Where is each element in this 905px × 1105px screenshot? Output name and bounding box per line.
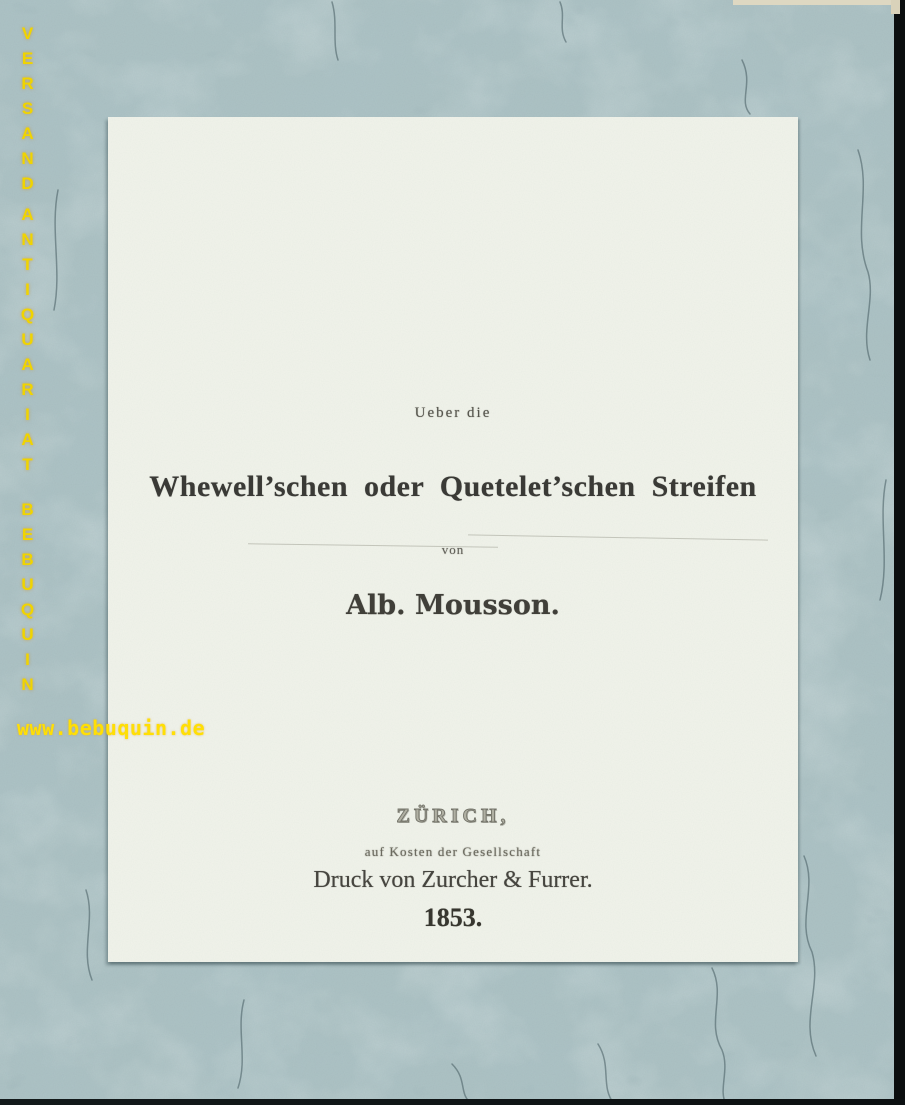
place-line: ZÜRICH, bbox=[396, 805, 510, 827]
publication-year: 1853. bbox=[423, 903, 483, 932]
photo-edge-right bbox=[894, 0, 905, 1105]
funding-line: auf Kosten der Gesellschaft bbox=[364, 844, 542, 859]
author-name: Alb. Mousson. bbox=[346, 590, 560, 621]
byline: von bbox=[441, 542, 465, 557]
watermark-url: www.bebuquin.de bbox=[17, 716, 206, 740]
branding-word-bebuquin: BEBUQUIN bbox=[18, 500, 37, 700]
title-page bbox=[108, 117, 798, 962]
paper-grain-overlay bbox=[108, 117, 798, 962]
book-title: Whewell’schen oder Quetelet’schen Streifen bbox=[149, 470, 757, 503]
photo-edge-bottom bbox=[0, 1099, 905, 1105]
photo-edge-right-notch bbox=[891, 0, 900, 14]
series-line: Ueber die bbox=[414, 405, 492, 421]
branding-word-antiquariat: ANTIQUARIAT bbox=[18, 205, 37, 480]
printer-line: Druck von Zurcher & Furrer. bbox=[313, 867, 593, 893]
branding-word-versand: VERSAND bbox=[18, 24, 37, 199]
photo-edge-top-paper bbox=[733, 0, 905, 5]
